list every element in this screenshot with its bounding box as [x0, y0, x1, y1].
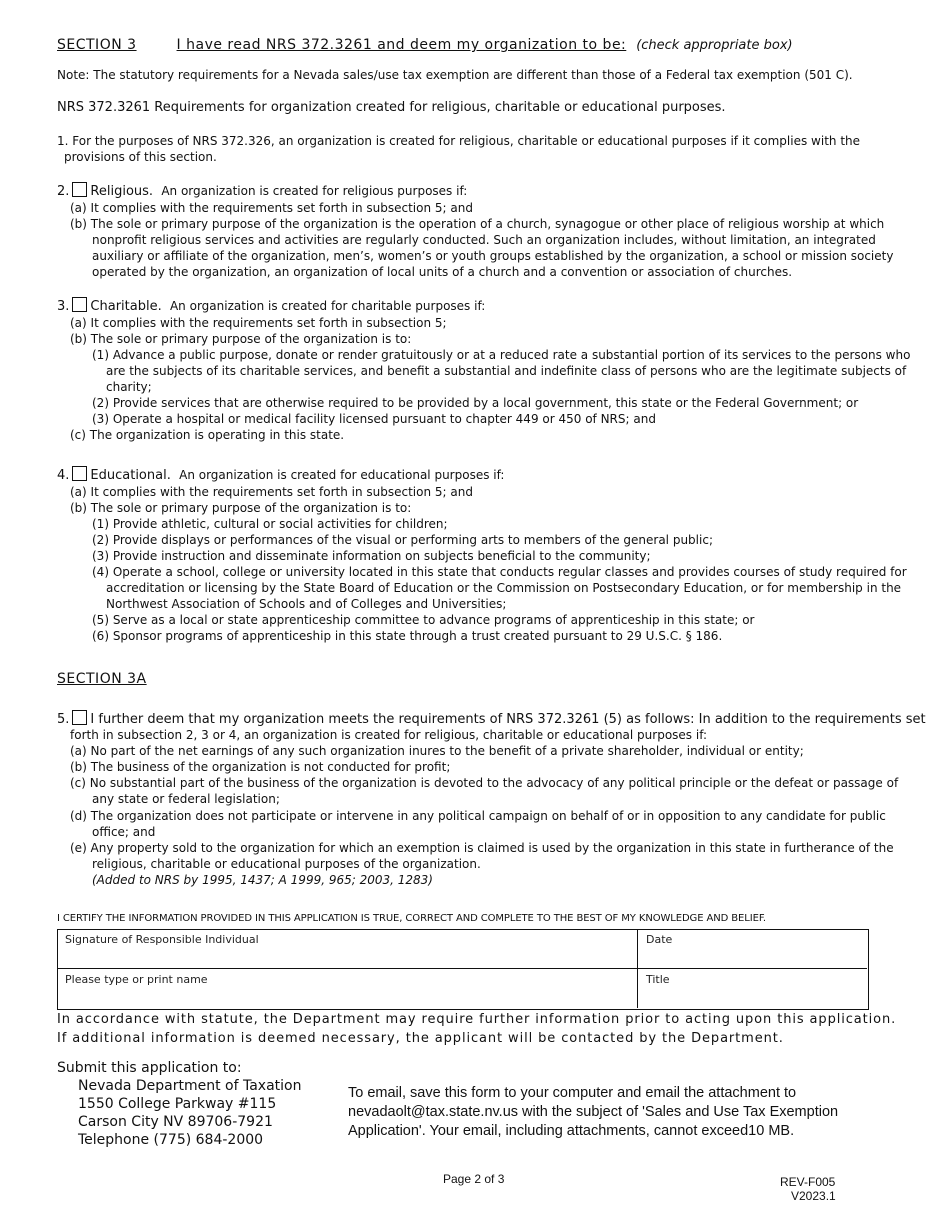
requirements-title: NRS 372.3261 Requirements for organization created for religious, charitable or educational purposes.: [57, 100, 726, 115]
email-note-line1: To email, save this form to your computer and email the attachment to: [348, 1085, 797, 1101]
educational-b6: (6) Sponsor programs of apprenticeship in this state through a trust created pursuant to 29 U.S.C. § 186.: [92, 629, 723, 643]
submit-city: Carson City NV 89706-7921: [78, 1114, 273, 1130]
religious-a: (a) It complies with the requirements set forth in subsection 5; and: [70, 201, 473, 215]
educational-b4-1: (4) Operate a school, college or university located in this state that conducts regular classes and provides courses of study required for: [92, 565, 907, 579]
statute-line2: If additional information is deemed necessary, the applicant will be contacted by the Department.: [57, 1031, 784, 1046]
email-note-line2: nevadaolt@tax.state.nv.us with the subject of 'Sales and Use Tax Exemption: [348, 1104, 839, 1120]
educational-b3: (3) Provide instruction and disseminate information on subjects beneficial to the community;: [92, 549, 651, 563]
charitable-intro: An organization is created for charitable purposes if:: [169, 299, 486, 313]
section3-title: I have read NRS 372.3261 and deem my organization to be:: [176, 37, 627, 53]
title-field[interactable]: [638, 969, 867, 1008]
charitable-num: 3.: [57, 299, 70, 314]
educational-b: (b) The sole or primary purpose of the organization is to:: [70, 501, 412, 515]
charitable-b1-2: are the subjects of its charitable services, and benefit a substantial and indefinite class of persons who are the legitimate subjects of: [106, 364, 907, 378]
religious-b2: nonprofit religious services and activities are regularly conducted. Such an organization includes, without limitation, an integrated: [92, 233, 876, 247]
submit-phone: Telephone (775) 684-2000: [78, 1132, 264, 1148]
charitable-b1-3: charity;: [106, 380, 152, 394]
section3-heading: [57, 37, 793, 53]
religious-b4: operated by the organization, an organization of local units of a church and a convention or association of churches.: [92, 265, 793, 279]
signature-label: Signature of Responsible Individual: [65, 933, 259, 946]
email-note-line3: Application'. Your email, including attachments, cannot exceed10 MB.: [348, 1123, 795, 1139]
certify-statement: I CERTIFY THE INFORMATION PROVIDED IN THIS APPLICATION IS TRUE, CORRECT AND COMPLETE TO THE BEST OF MY KNOWLEDGE AND BELIEF.: [57, 913, 766, 924]
submit-street: 1550 College Parkway #115: [78, 1096, 277, 1112]
religious-num: 2.: [57, 184, 70, 199]
item1-line2: provisions of this section.: [64, 150, 217, 164]
educational-item: [57, 466, 504, 483]
section3a-c1: (c) No substantial part of the business of the organization is devoted to the advocacy of any political principle or the defeat or passage of: [70, 776, 899, 790]
page-number: Page 2 of 3: [443, 1172, 505, 1186]
religious-item: [57, 182, 467, 199]
statute-line1: In accordance with statute, the Department may require further information prior to acting upon this application.: [57, 1012, 897, 1027]
date-label: Date: [646, 933, 673, 946]
section3a-e2: religious, charitable or educational purposes of the organization.: [92, 857, 481, 871]
religious-b3: auxiliary or affiliate of the organization, men’s, women’s or youth groups established by the organization, a school or mission society: [92, 249, 894, 263]
submit-heading: Submit this application to:: [57, 1060, 242, 1076]
religious-intro: An organization is created for religious purposes if:: [161, 184, 468, 198]
section3a-b: (b) The business of the organization is not conducted for profit;: [70, 760, 451, 774]
federal-note: Note: The statutory requirements for a Nevada sales/use tax exemption are different than those of a Federal tax exemption (501 C).: [57, 68, 853, 82]
section3-label: SECTION 3: [57, 37, 137, 53]
charitable-c: (c) The organization is operating in this state.: [70, 428, 345, 442]
charitable-item: [57, 297, 485, 314]
section3a-line1: I further deem that my organization meets the requirements of NRS 372.3261 (5) as follows: In addition to the requirements set: [90, 712, 926, 727]
section3a-a: (a) No part of the net earnings of any such organization inures to the benefit of a private shareholder, individual or entity;: [70, 744, 804, 758]
charitable-title: Charitable.: [90, 299, 162, 314]
section3a-e1: (e) Any property sold to the organization for which an exemption is claimed is used by the organization in this state in furtherance of the: [70, 841, 894, 855]
educational-b4-2: accreditation or licensing by the State Board of Education or the Commission on Postsecondary Education, or for membership in the: [106, 581, 902, 595]
charitable-b: (b) The sole or primary purpose of the organization is to:: [70, 332, 412, 346]
charitable-b1-1: (1) Advance a public purpose, donate or render gratuitously or at a reduced rate a substantial portion of its services to the persons who: [92, 348, 911, 362]
section3a-line2: forth in subsection 2, 3 or 4, an organization is created for religious, charitable or educational purposes if:: [70, 728, 708, 742]
educational-b4-3: Northwest Association of Schools and of Colleges and Universities;: [106, 597, 507, 611]
educational-title: Educational.: [90, 468, 171, 483]
charitable-b3: (3) Operate a hospital or medical facility licensed pursuant to chapter 449 or 450 of NRS; and: [92, 412, 656, 426]
section3a-d1: (d) The organization does not participate or intervene in any political campaign on behalf of or in opposition to any candidate for public: [70, 809, 886, 823]
educational-num: 4.: [57, 468, 70, 483]
religious-b1: (b) The sole or primary purpose of the organization is the operation of a church, synagogue or other place of religious worship at which: [70, 217, 885, 231]
name-label: Please type or print name: [65, 973, 208, 986]
educational-a: (a) It complies with the requirements set forth in subsection 5; and: [70, 485, 473, 499]
name-field[interactable]: [57, 969, 637, 1008]
educational-b5: (5) Serve as a local or state apprenticeship committee to advance programs of apprenticeship in this state; or: [92, 613, 755, 627]
section3a-d2: office; and: [92, 825, 156, 839]
section3a-num: 5.: [57, 712, 70, 727]
educational-intro: An organization is created for educational purposes if:: [179, 468, 505, 482]
section3-instruction: (check appropriate box): [636, 38, 793, 53]
charitable-a: (a) It complies with the requirements set forth in subsection 5;: [70, 316, 447, 330]
religious-title: Religious.: [90, 184, 154, 199]
item1-line1: 1. For the purposes of NRS 372.326, an organization is created for religious, charitable or educational purposes if it complies with the: [57, 134, 861, 148]
section3a-label: SECTION 3A: [57, 671, 147, 687]
signature-field[interactable]: [57, 929, 637, 968]
educational-b2: (2) Provide displays or performances of the visual or performing arts to members of the general public;: [92, 533, 713, 547]
section3a-checkbox[interactable]: [72, 710, 87, 725]
form-id: REV-F005: [780, 1175, 836, 1189]
charitable-checkbox[interactable]: [72, 297, 87, 312]
educational-checkbox[interactable]: [72, 466, 87, 481]
date-field[interactable]: [638, 929, 867, 968]
submit-org: Nevada Department of Taxation: [78, 1078, 302, 1094]
section3a-c2: any state or federal legislation;: [92, 792, 280, 806]
section3a-item: [57, 710, 926, 727]
educational-b1: (1) Provide athletic, cultural or social activities for children;: [92, 517, 448, 531]
title-label: Title: [646, 973, 670, 986]
religious-checkbox[interactable]: [72, 182, 87, 197]
statute-citation: (Added to NRS by 1995, 1437; A 1999, 965; 2003, 1283): [92, 873, 433, 887]
charitable-b2: (2) Provide services that are otherwise required to be provided by a local government, this state or the Federal Government; or: [92, 396, 859, 410]
form-version: V2023.1: [791, 1189, 836, 1203]
